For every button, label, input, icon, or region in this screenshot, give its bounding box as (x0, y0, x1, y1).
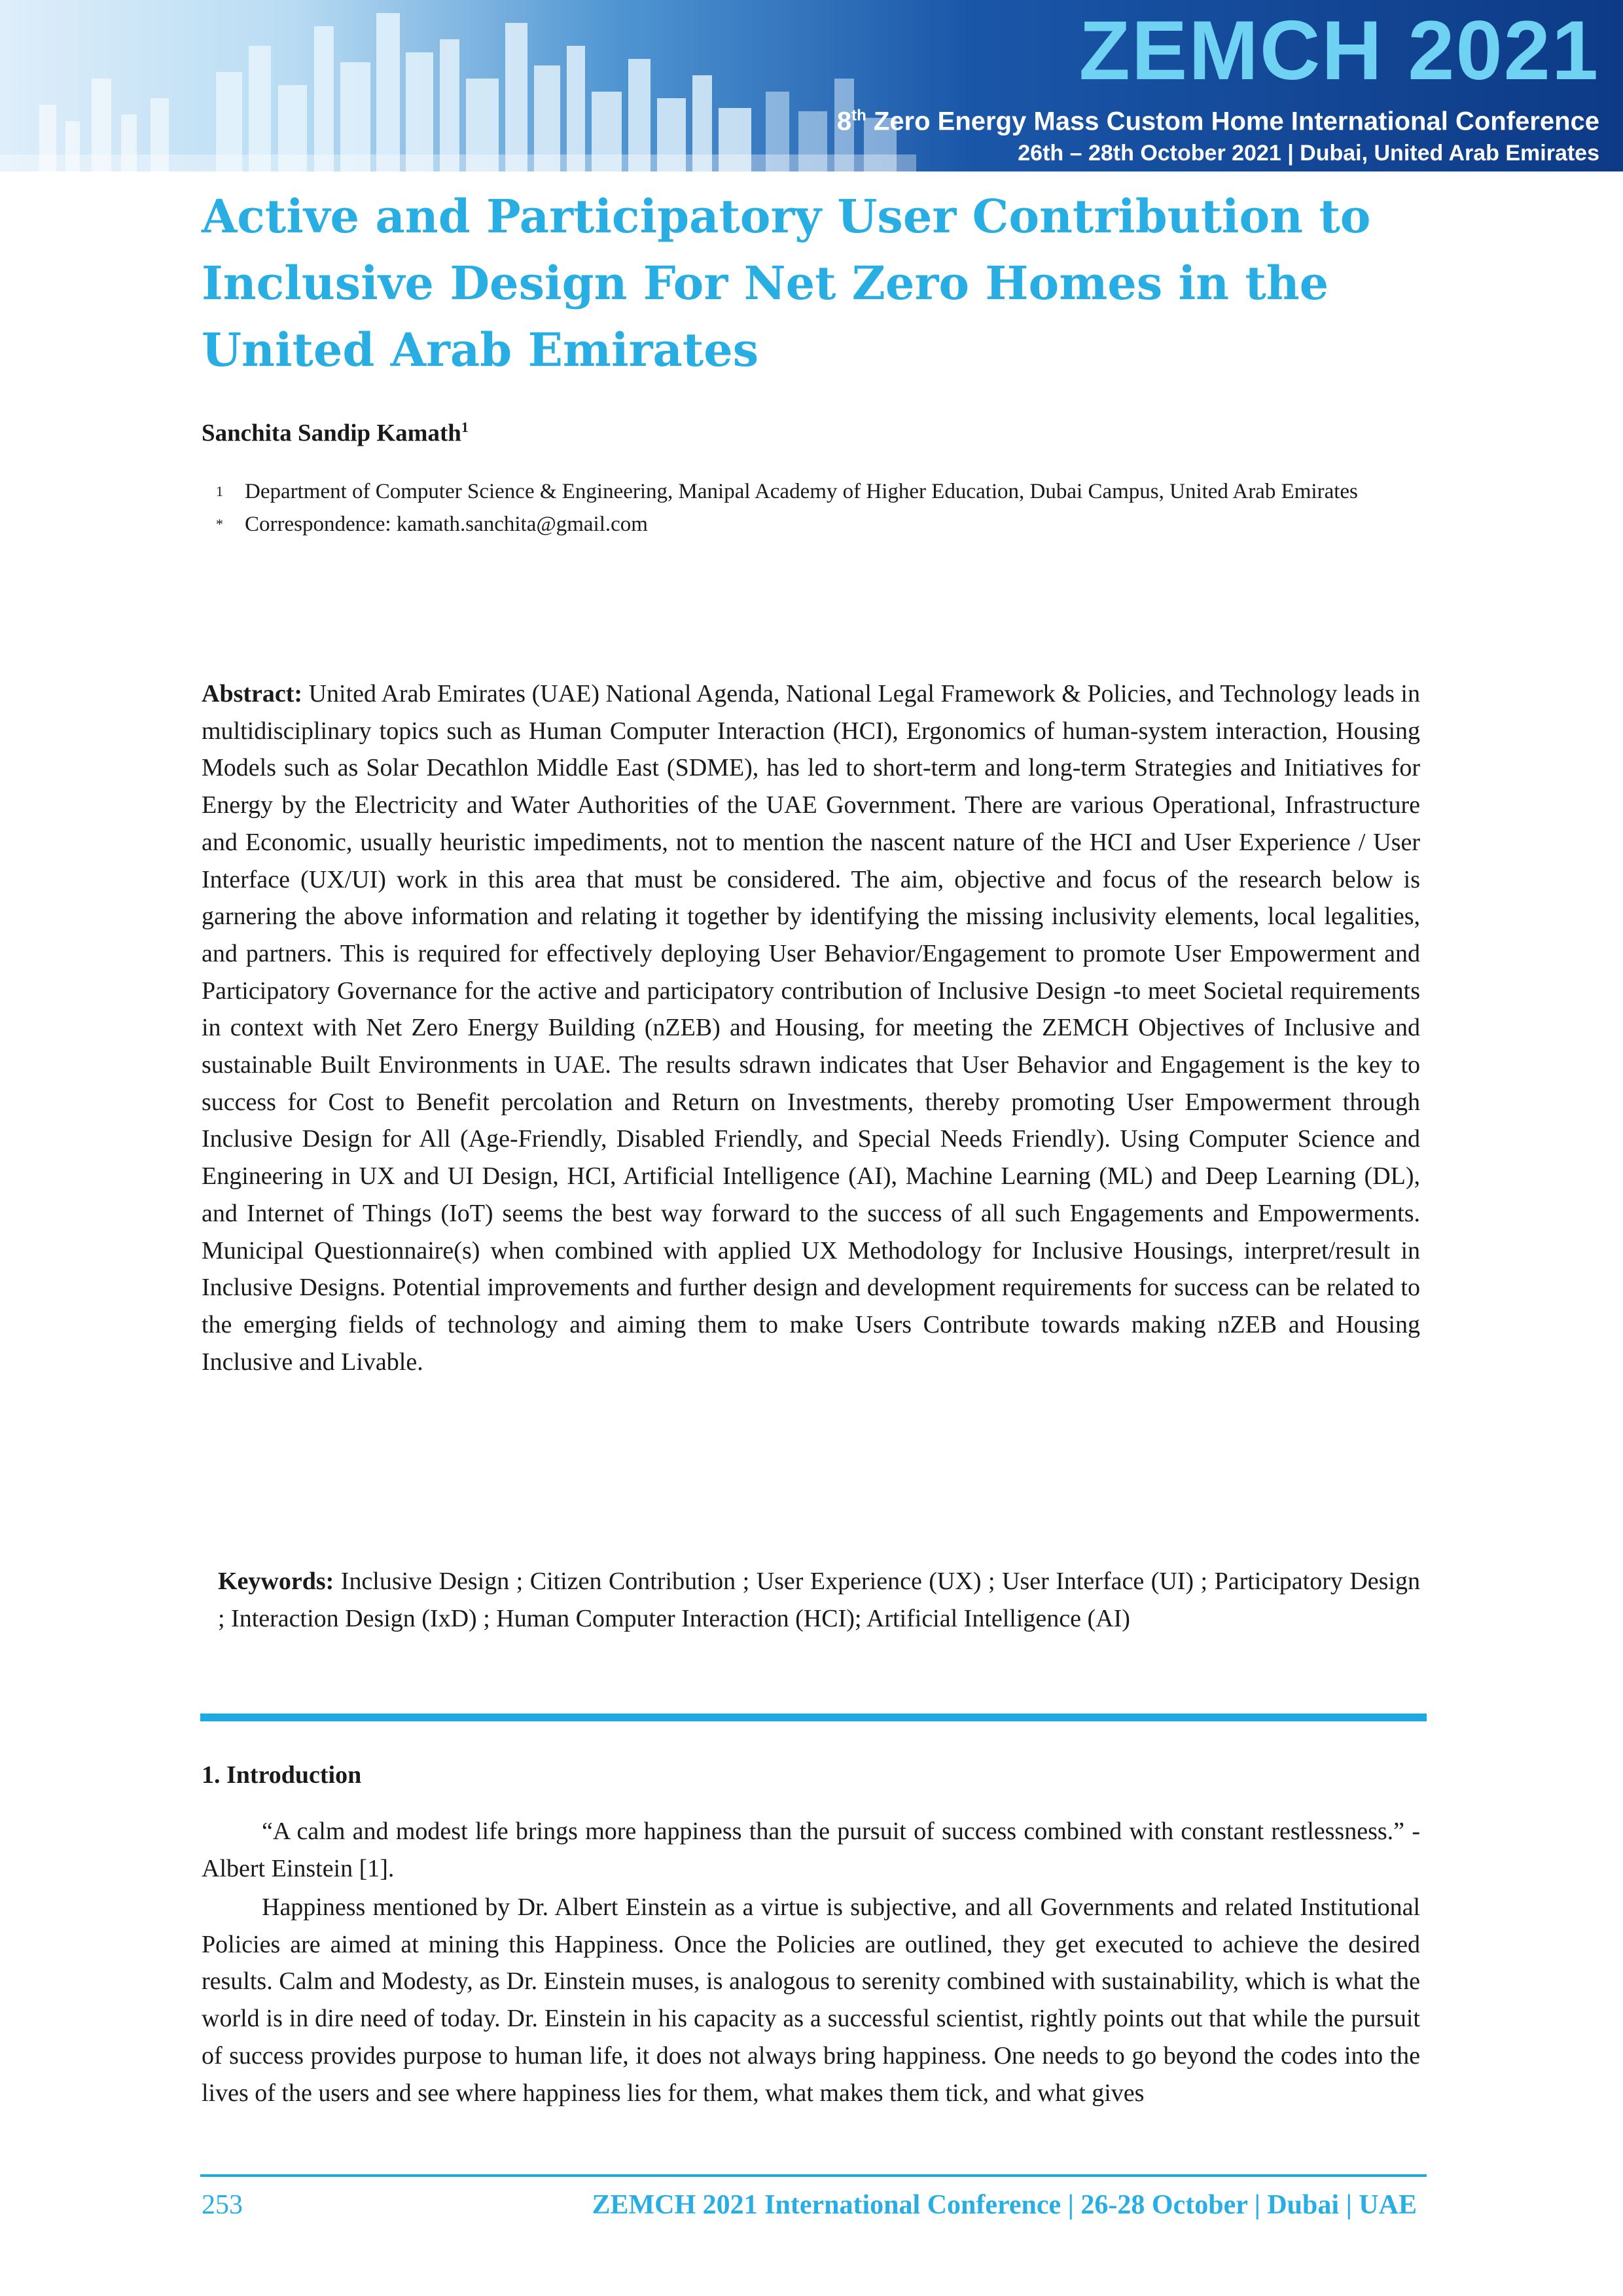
affiliation-text: Department of Computer Science & Engineering, Manipal Academy of Higher Education, Dubai Campus, United Arab Emirates (245, 480, 1358, 503)
edition-number: 8 (836, 107, 852, 136)
abstract-label: Abstract: (202, 680, 303, 708)
correspondence-item (216, 508, 1433, 541)
keywords-text: Inclusive Design ; Citizen Contribution ; User Experience (UX) ; User Interface (UI) ; Participatory Design ; Interaction Design (IxD) ; Human Computer Interaction (HCI); Artificial Intelligence (AI) (218, 1568, 1420, 1632)
author-affiliation-marker: 1 (461, 419, 469, 435)
keywords (218, 1563, 1420, 1637)
abstract-text: United Arab Emirates (UAE) National Agenda, National Legal Framework & Policies, and Technology leads in multidisciplinary topics such as Human Computer Interaction (HCI), Ergonomics of human-system interaction, Housing Models such as Solar Decathlon Middle East (SDME), has led to short-term and long-term Strategies and Initiatives for Energy by the Electricity and Water Authorities of the UAE Government. There are various Operational, Infrastructure and Economic, usually heuristic impediments, not to mention the nascent nature of the HCI and User Experience / User Interface (UX/UI) work in this area that must be considered. The aim, objective and focus of the research below is garnering the above information and relating it together by identifying the missing inclusivity elements, local legalities, and partners. This is required for effectively deploying User Behavior/Engagement to promote User Empowerment and Participatory Governance for the active and participatory contribution of Inclusive Design -to meet Societal requirements in context with Net Zero Energy Building (nZEB) and Housing, for meeting the ZEMCH Objectives of Inclusive and sustainable Built Environments in UAE. The results sdrawn indicates that User Behavior and Engagement is the key to success for Cost to Benefit percolation and Return on Investments, thereby promoting User Empowerment through Inclusive Design for All (Age-Friendly, Disabled Friendly, and Special Needs Friendly). Using Computer Science and Engineering in UX and UI Design, HCI, Artificial Intelligence (AI), Machine Learning (ML) and Deep Learning (DL), and Internet of Things (IoT) seems the best way forward to the success of all such Engagements and Empowerments. Municipal Questionnaire(s) when combined with applied UX Methodology for Inclusive Housings, interpret/result in Inclusive Designs. Potential improvements and further design and development requirements for success can be related to the emerging fields of technology and aiming them to make Users Contribute towards making nZEB and Housing Inclusive and Livable. (202, 680, 1420, 1376)
section-divider (200, 1713, 1427, 1721)
page-number: 253 (202, 2190, 243, 2220)
conference-subtitle-text: Zero Energy Mass Custom Home International Conference (866, 107, 1599, 136)
author-name: Sanchita Sandip Kamath (202, 420, 461, 447)
correspondence-marker: * (216, 516, 223, 532)
keywords-label: Keywords: (218, 1568, 334, 1595)
conference-name: ZEMCH 2021 (1079, 4, 1599, 98)
correspondence-text: Correspondence: kamath.sanchita@gmail.com (245, 512, 648, 536)
author-line (202, 419, 469, 447)
footer-divider (200, 2174, 1427, 2177)
paper-title: Active and Participatory User Contribution to Inclusive Design For Net Zero Homes in the United Arab Emirates (202, 189, 1371, 377)
edition-superscript: th (851, 107, 866, 124)
footer-conference-info: ZEMCH 2021 International Conference | 26-28 October | Dubai | UAE (592, 2190, 1417, 2220)
header-banner (0, 0, 1623, 171)
affiliation-marker: 1 (216, 483, 223, 499)
introduction-heading: 1. Introduction (202, 1761, 362, 1789)
conference-dates-location: 26th – 28th October 2021 | Dubai, United Arab Emirates (1018, 141, 1599, 166)
introduction-paragraph: “A calm and modest life brings more happiness than the pursuit of success combined with constant restlessness.” - Albert Einstein [1]. (202, 1818, 1420, 1882)
conference-brand (837, 5, 1599, 169)
conference-subtitle (837, 99, 1599, 137)
affiliations (216, 475, 1433, 541)
affiliation-item (216, 475, 1433, 508)
introduction-paragraph: Happiness mentioned by Dr. Albert Einstein as a virtue is subjective, and all Governments and related Institutional Policies are aimed at mining this Happiness. Once the Policies are outlined, they get executed to achieve the desired results. Calm and Modesty, as Dr. Einstein muses, is analogous to serenity combined with sustainability, which is what the world is in dire need of today. Dr. Einstein in his capacity as a successful scientist, rightly points out that while the pursuit of success provides purpose to human life, it does not always bring happiness. One needs to go beyond the codes into the lives of the users and see where happiness lies for them, what makes them tick, and what gives (202, 1893, 1420, 2107)
abstract (202, 675, 1420, 1380)
